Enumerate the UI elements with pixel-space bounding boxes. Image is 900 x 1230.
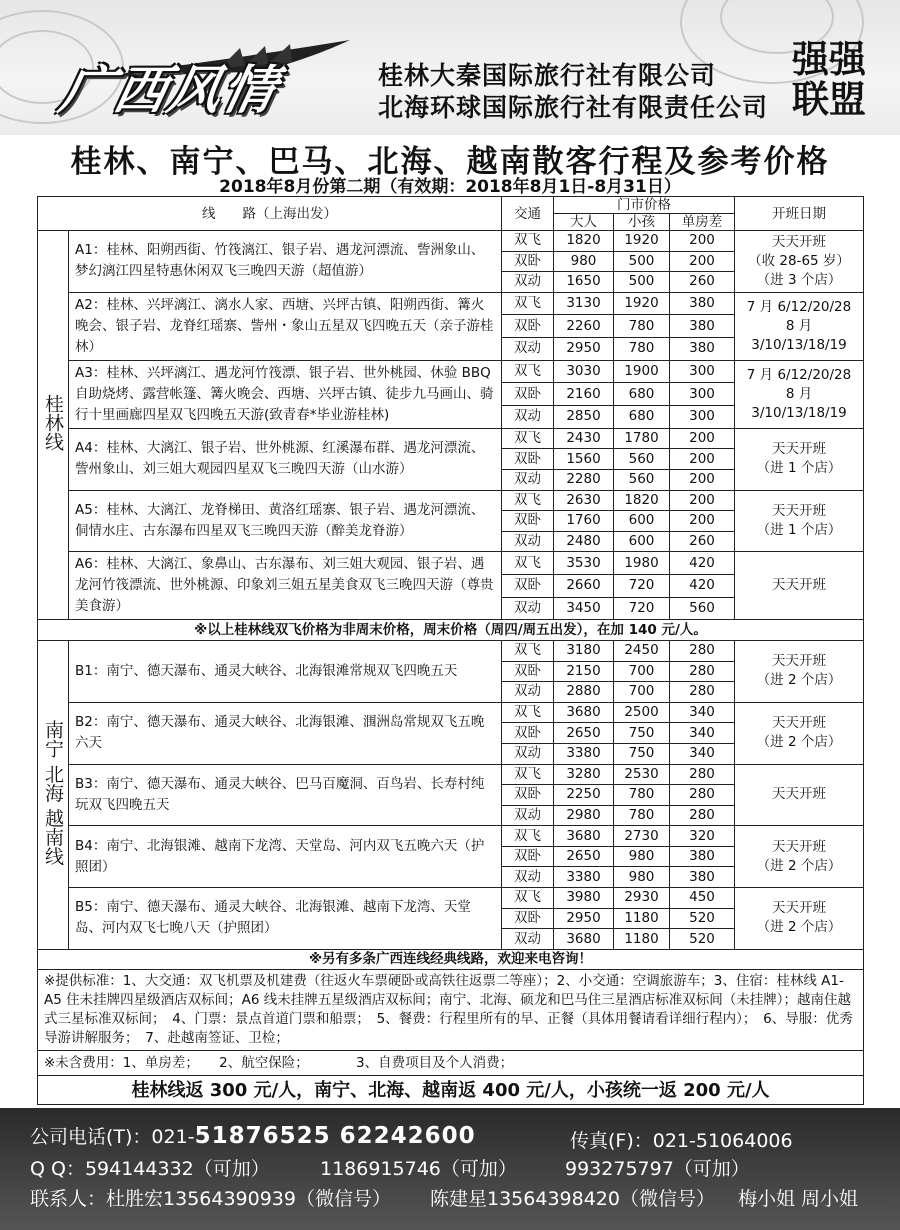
single-supplement: 280	[670, 805, 735, 826]
table-row	[38, 231, 864, 252]
group-label-nanning: 南宁 北海 越南线	[38, 640, 69, 949]
route-description: A5：桂林、大漓江、龙脊梯田、黄洛红瑶寨、银子岩、遇龙河漂流、侗情水庄、古东瀑布四星双飞三晚四天游（醉美龙脊游）	[69, 490, 502, 552]
child-price: 780	[614, 315, 670, 338]
child-price: 1900	[614, 360, 670, 383]
transport-cell: 双飞	[502, 888, 554, 909]
qq-1[interactable]: 594144332（可加）	[84, 1158, 270, 1180]
schedule-cell: 天天开班	[735, 764, 864, 826]
transport-cell: 双飞	[502, 292, 554, 315]
adult-price: 3450	[554, 597, 614, 620]
single-supplement: 380	[670, 315, 735, 338]
child-price: 680	[614, 406, 670, 429]
adult-price: 2650	[554, 846, 614, 867]
single-supplement: 200	[670, 490, 735, 511]
adult-price: 2260	[554, 315, 614, 338]
schedule-cell: 天天开班 （进 2 个店）	[735, 888, 864, 950]
phone-label: 公司电话(T)：021-	[30, 1126, 195, 1148]
qq-3[interactable]: 993275797（可加）	[565, 1158, 750, 1180]
child-price: 1920	[614, 292, 670, 315]
price-table	[37, 196, 864, 1105]
transport-cell: 双飞	[502, 764, 554, 785]
transport-cell: 双动	[502, 469, 554, 490]
header-transport: 交通	[502, 197, 554, 231]
table-header-row	[38, 197, 864, 214]
single-supplement: 260	[670, 272, 735, 293]
route-description: A6：桂林、大漓江、象鼻山、古东瀑布、刘三姐大观园、银子岩、遇龙河竹筏漂流、世外桃源、印象刘三姐五星美食双飞三晚四天游（尊贵美食游）	[69, 552, 502, 620]
transport-cell: 双卧	[502, 908, 554, 929]
adult-price: 3680	[554, 929, 614, 950]
adult-price: 3530	[554, 552, 614, 575]
single-supplement: 300	[670, 406, 735, 429]
header-route: 线 路（上海出发）	[38, 197, 502, 231]
single-supplement: 380	[670, 867, 735, 888]
single-supplement: 380	[670, 846, 735, 867]
adult-price: 1760	[554, 511, 614, 532]
phone-numbers[interactable]: 51876525 62242600	[194, 1123, 476, 1149]
contact-2[interactable]: 陈建星13564398420（微信号）	[430, 1188, 715, 1210]
child-price: 680	[614, 383, 670, 406]
schedule-cell: 7 月 6/12/20/28 8 月 3/10/13/18/19	[735, 292, 864, 360]
transport-cell: 双飞	[502, 428, 554, 449]
table-row	[38, 292, 864, 315]
transport-cell: 双卧	[502, 785, 554, 806]
single-supplement: 200	[670, 251, 735, 272]
child-price: 600	[614, 511, 670, 532]
route-description: B5：南宁、德天瀑布、通灵大峡谷、北海银滩、越南下龙湾、天堂岛、河内双飞七晚八天（护照团）	[69, 888, 502, 950]
adult-price: 3680	[554, 702, 614, 723]
adult-price: 3180	[554, 640, 614, 661]
single-supplement: 450	[670, 888, 735, 909]
adult-price: 2430	[554, 428, 614, 449]
child-price: 980	[614, 846, 670, 867]
child-price: 500	[614, 272, 670, 293]
transport-cell: 双卧	[502, 846, 554, 867]
adult-price: 2880	[554, 682, 614, 703]
route-description: A2：桂林、兴坪漓江、漓水人家、西塘、兴坪古镇、阳朔西街、篝火晚会、银子岩、龙脊红瑶寨、訾州・象山五星双飞四晚五天（亲子游桂林）	[69, 292, 502, 360]
adult-price: 3030	[554, 360, 614, 383]
adult-price: 980	[554, 251, 614, 272]
single-supplement: 280	[670, 764, 735, 785]
adult-price: 2980	[554, 805, 614, 826]
route-description: B2：南宁、德天瀑布、通灵大峡谷、北海银滩、涠洲岛常规双飞五晚六天	[69, 702, 502, 764]
phone-line	[30, 1122, 476, 1149]
route-description: B4：南宁、北海银滩、越南下龙湾、天堂岛、河内双飞五晚六天（护照团）	[69, 826, 502, 888]
single-supplement: 200	[670, 231, 735, 252]
qq-2[interactable]: 1186915746（可加）	[320, 1158, 517, 1180]
single-supplement: 320	[670, 826, 735, 847]
child-price: 1920	[614, 231, 670, 252]
transport-cell: 双卧	[502, 661, 554, 682]
transport-cell: 双动	[502, 929, 554, 950]
route-description: A4：桂林、大漓江、银子岩、世外桃源、红溪瀑布群、遇龙河漂流、訾州象山、刘三姐大观园四星双飞三晚四天游（山水游）	[69, 428, 502, 490]
transport-cell: 双动	[502, 597, 554, 620]
transport-cell: 双动	[502, 805, 554, 826]
schedule-cell: 天天开班 （进 1 个店）	[735, 490, 864, 552]
single-supplement: 260	[670, 531, 735, 552]
single-supplement: 200	[670, 428, 735, 449]
transport-cell: 双动	[502, 272, 554, 293]
single-supplement: 520	[670, 908, 735, 929]
child-price: 750	[614, 743, 670, 764]
adult-price: 1650	[554, 272, 614, 293]
header-child: 小孩	[614, 214, 670, 231]
child-price: 500	[614, 251, 670, 272]
single-supplement: 200	[670, 469, 735, 490]
adult-price: 2480	[554, 531, 614, 552]
header-price-group: 门市价格	[554, 197, 735, 214]
single-supplement: 340	[670, 702, 735, 723]
table-row	[38, 949, 864, 970]
transport-cell: 双卧	[502, 723, 554, 744]
excluded-costs: ※未含费用：1、单房差； 2、航空保险； 3、自费项目及个人消费；	[38, 1051, 864, 1076]
adult-price: 3130	[554, 292, 614, 315]
adult-price: 2660	[554, 575, 614, 598]
child-price: 700	[614, 661, 670, 682]
table-row	[38, 428, 864, 449]
table-row	[38, 888, 864, 909]
single-supplement: 280	[670, 682, 735, 703]
adult-price: 2850	[554, 406, 614, 429]
adult-price: 2650	[554, 723, 614, 744]
single-supplement: 380	[670, 338, 735, 361]
transport-cell: 双动	[502, 743, 554, 764]
adult-price: 3380	[554, 743, 614, 764]
single-supplement: 520	[670, 929, 735, 950]
header-schedule: 开班日期	[735, 197, 864, 231]
schedule-cell: 天天开班 （进 2 个店）	[735, 640, 864, 702]
contact-3: 梅小姐 周小姐	[738, 1188, 859, 1210]
child-price: 1820	[614, 490, 670, 511]
table-row	[38, 552, 864, 575]
schedule-cell: 天天开班	[735, 552, 864, 620]
adult-price: 2250	[554, 785, 614, 806]
contact-line: 联系人：杜胜宏13564390939（微信号）	[30, 1188, 391, 1210]
transport-cell: 双卧	[502, 449, 554, 470]
transport-cell: 双卧	[502, 315, 554, 338]
child-price: 780	[614, 805, 670, 826]
single-supplement: 280	[670, 785, 735, 806]
child-price: 600	[614, 531, 670, 552]
service-standard: ※提供标准：1、大交通：双飞机票及机建费（往返火车票硬卧或高铁往返票二等座）；2、小交通：空调旅游车；3、住宿：桂林线 A1-A5 住未挂牌四星级酒店双标间；A6 线未挂牌五星级酒店双标间；南宁、北海、硕龙和巴马住三星酒店标准双标间（未挂牌）；越南住越式三星标准双标间； 4、门票：景点首道门票和船票； 5、餐费：行程里所有的早、正餐（具体用餐请看详细行程内）； 6、导服：优秀导游讲解服务； 7、赴越南签证、卫检；	[38, 970, 864, 1051]
single-supplement: 340	[670, 723, 735, 744]
route-description: B3：南宁、德天瀑布、通灵大峡谷、巴马百魔洞、百鸟岩、长寿村纯玩双飞四晚五天	[69, 764, 502, 826]
single-supplement: 380	[670, 292, 735, 315]
single-supplement: 420	[670, 575, 735, 598]
schedule-cell: 天天开班 （进 2 个店）	[735, 826, 864, 888]
transport-cell: 双动	[502, 867, 554, 888]
transport-cell: 双飞	[502, 640, 554, 661]
child-price: 1980	[614, 552, 670, 575]
table-row	[38, 702, 864, 723]
adult-price: 2160	[554, 383, 614, 406]
fax-line: 传真(F)：021-51064006	[570, 1130, 793, 1152]
adult-price: 3280	[554, 764, 614, 785]
route-description: A1：桂林、阳朔西街、竹筏漓江、银子岩、遇龙河漂流、訾洲象山、梦幻漓江四星特惠休闲双飞三晚四天游（超值游）	[69, 231, 502, 293]
table-row	[38, 1076, 864, 1105]
adult-price: 1820	[554, 231, 614, 252]
child-price: 1180	[614, 929, 670, 950]
header-single: 单房差	[670, 214, 735, 231]
transport-cell: 双飞	[502, 231, 554, 252]
header-adult: 大人	[554, 214, 614, 231]
more-routes-note: ※另有多条广西连线经典线路，欢迎来电咨询！	[38, 949, 864, 970]
page-subtitle: 2018年8月份第二期（有效期：2018年8月1日-8月31日）	[219, 177, 681, 197]
group-label-guilin: 桂林线	[38, 231, 69, 620]
child-price: 560	[614, 449, 670, 470]
single-supplement: 420	[670, 552, 735, 575]
adult-price: 2280	[554, 469, 614, 490]
table-row	[38, 826, 864, 847]
single-supplement: 300	[670, 360, 735, 383]
schedule-cell: 7 月 6/12/20/28 8 月 3/10/13/18/19	[735, 360, 864, 428]
child-price: 700	[614, 682, 670, 703]
route-description: B1：南宁、德天瀑布、通灵大峡谷、北海银滩常规双飞四晚五天	[69, 640, 502, 702]
schedule-cell: 天天开班 （收 28-65 岁） （进 3 个店）	[735, 231, 864, 293]
single-supplement: 560	[670, 597, 735, 620]
transport-cell: 双动	[502, 531, 554, 552]
adult-price: 1560	[554, 449, 614, 470]
child-price: 720	[614, 597, 670, 620]
child-price: 1780	[614, 428, 670, 449]
single-supplement: 200	[670, 449, 735, 470]
adult-price: 2630	[554, 490, 614, 511]
logo-text: 广西风情	[54, 61, 284, 121]
table-row	[38, 490, 864, 511]
page-title: 桂林、南宁、巴马、北海、越南散客行程及参考价格	[70, 144, 830, 180]
company-name-1: 桂林大秦国际旅行社有限公司	[378, 61, 717, 90]
transport-cell: 双动	[502, 338, 554, 361]
alliance-label: 强强 联盟	[792, 38, 866, 121]
single-supplement: 200	[670, 511, 735, 532]
table-row	[38, 764, 864, 785]
child-price: 750	[614, 723, 670, 744]
transport-cell: 双动	[502, 682, 554, 703]
single-supplement: 280	[670, 661, 735, 682]
adult-price: 2950	[554, 908, 614, 929]
child-price: 2500	[614, 702, 670, 723]
schedule-cell: 天天开班 （进 1 个店）	[735, 428, 864, 490]
table-row	[38, 640, 864, 661]
child-price: 2530	[614, 764, 670, 785]
table-row	[38, 1051, 864, 1076]
child-price: 2930	[614, 888, 670, 909]
child-price: 1180	[614, 908, 670, 929]
adult-price: 3380	[554, 867, 614, 888]
transport-cell: 双卧	[502, 575, 554, 598]
adult-price: 3680	[554, 826, 614, 847]
table-row	[38, 970, 864, 1051]
child-price: 560	[614, 469, 670, 490]
child-price: 720	[614, 575, 670, 598]
single-supplement: 340	[670, 743, 735, 764]
single-supplement: 300	[670, 383, 735, 406]
route-description: A3：桂林、兴坪漓江、遇龙河竹筏漂、银子岩、世外桃园、休验 BBQ 自助烧烤、露营帐篷、篝火晚会、西塘、兴坪古镇、徒步九马画山、骑行十里画廊四星双飞四晚五天游(致青春*毕业游桂林)	[69, 360, 502, 428]
transport-cell: 双卧	[502, 251, 554, 272]
transport-cell: 双卧	[502, 511, 554, 532]
adult-price: 2150	[554, 661, 614, 682]
child-price: 2730	[614, 826, 670, 847]
schedule-cell: 天天开班 （进 2 个店）	[735, 702, 864, 764]
page-header	[0, 0, 900, 135]
child-price: 780	[614, 785, 670, 806]
transport-cell: 双飞	[502, 360, 554, 383]
guilin-weekend-note: ※以上桂林线双飞价格为非周末价格，周末价格（周四/周五出发），在加 140 元/人。	[38, 620, 864, 641]
adult-price: 3980	[554, 888, 614, 909]
child-price: 780	[614, 338, 670, 361]
contact-1[interactable]: 杜胜宏13564390939（微信号）	[106, 1188, 391, 1210]
child-price: 2450	[614, 640, 670, 661]
child-price: 980	[614, 867, 670, 888]
qq-line: Q Q：594144332（可加）	[30, 1158, 270, 1180]
transport-cell: 双卧	[502, 383, 554, 406]
company-name-2: 北海环球国际旅行社有限责任公司	[378, 93, 769, 122]
transport-cell: 双动	[502, 406, 554, 429]
table-row	[38, 360, 864, 383]
rebate-note: 桂林线返 300 元/人，南宁、北海、越南返 400 元/人，小孩统一返 200 元/人	[38, 1076, 864, 1105]
transport-cell: 双飞	[502, 826, 554, 847]
transport-cell: 双飞	[502, 552, 554, 575]
table-row	[38, 620, 864, 641]
transport-cell: 双飞	[502, 702, 554, 723]
single-supplement: 280	[670, 640, 735, 661]
adult-price: 2950	[554, 338, 614, 361]
contact-footer	[0, 1108, 900, 1230]
transport-cell: 双飞	[502, 490, 554, 511]
